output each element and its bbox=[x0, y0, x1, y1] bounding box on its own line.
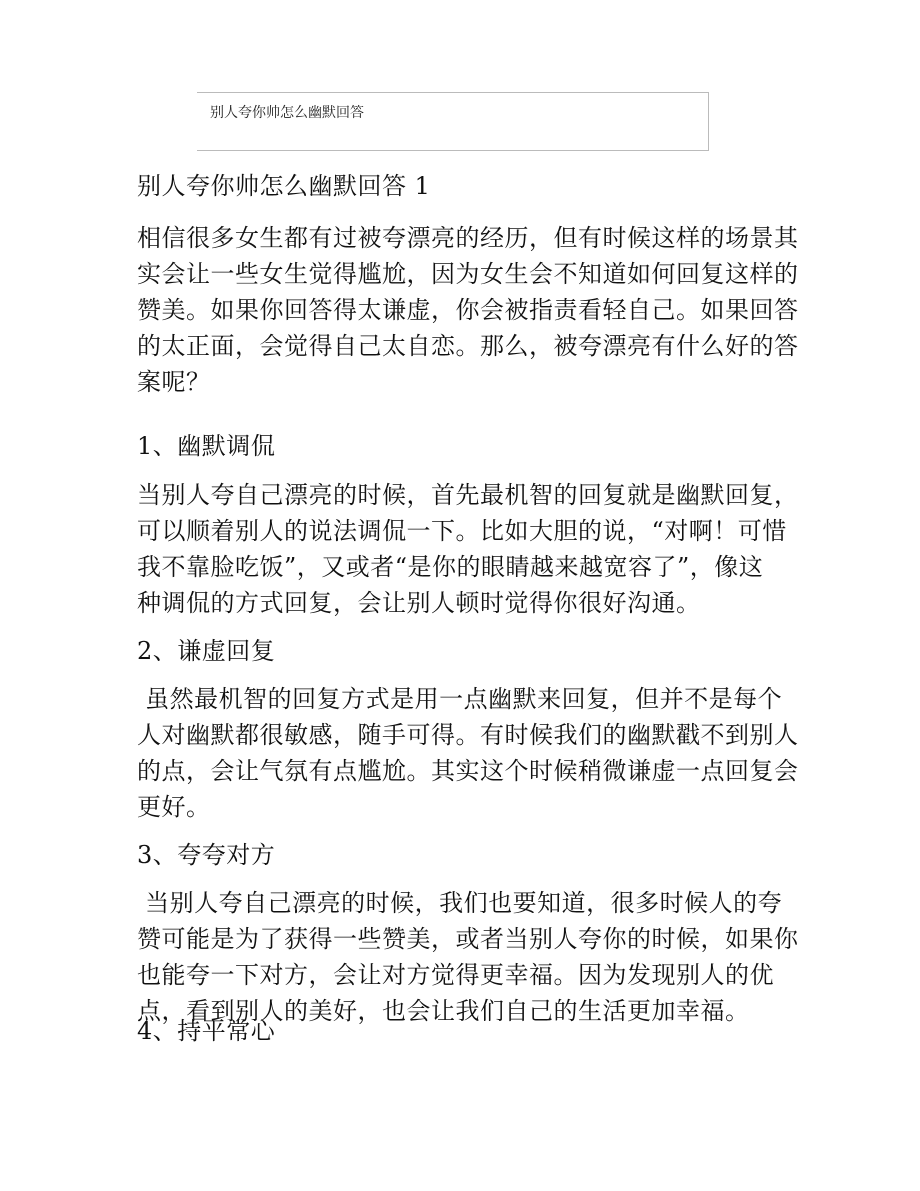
text-line: 赞可能是为了获得一些赞美，或者当别人夸你的时候，如果你 bbox=[137, 925, 799, 953]
document-title: 别人夸你帅怎么幽默回答 1 bbox=[137, 172, 431, 200]
header-title: 别人夸你帅怎么幽默回答 bbox=[210, 105, 364, 121]
section-heading-4: 4、持平常心 bbox=[137, 1017, 276, 1045]
text-line: 更好。 bbox=[137, 793, 211, 821]
text-line: 实会让一些女生觉得尴尬，因为女生会不知道如何回复这样的 bbox=[137, 260, 799, 288]
text-line: 人对幽默都很敏感，随手可得。有时候我们的幽默戳不到别人 bbox=[137, 721, 799, 749]
text-line: 案呢？ bbox=[137, 368, 211, 396]
text-line: 当别人夸自己漂亮的时候，我们也要知道，很多时候人的夸 bbox=[137, 889, 783, 917]
text-line: 当别人夸自己漂亮的时候，首先最机智的回复就是幽默回复， bbox=[137, 481, 799, 509]
text-line: 我不靠脸吃饭”，又或者“是你的眼睛越来越宽容了”，像这 bbox=[137, 553, 764, 581]
text-line: 相信很多女生都有过被夸漂亮的经历，但有时候这样的场景其 bbox=[137, 224, 799, 252]
text-line: 可以顺着别人的说法调侃一下。比如大胆的说，“对啊！可惜 bbox=[137, 517, 787, 545]
text-line: 也能夸一下对方，会让对方觉得更幸福。因为发现别人的优 bbox=[137, 961, 774, 989]
header-box bbox=[197, 92, 709, 151]
section-heading-3: 3、夸夸对方 bbox=[137, 841, 276, 869]
text-line: 的太正面，会觉得自己太自恋。那么，被夸漂亮有什么好的答 bbox=[137, 332, 799, 360]
text-line: 种调侃的方式回复，会让别人顿时觉得你很好沟通。 bbox=[137, 589, 701, 617]
section-heading-2: 2、谦虚回复 bbox=[137, 637, 276, 665]
section-heading-1: 1、幽默调侃 bbox=[137, 432, 276, 460]
text-line: 的点，会让气氛有点尴尬。其实这个时候稍微谦虚一点回复会 bbox=[137, 757, 799, 785]
text-line: 虽然最机智的回复方式是用一点幽默来回复，但并不是每个 bbox=[137, 685, 783, 713]
text-line: 点，看到别人的美好，也会让我们自己的生活更加幸福。 bbox=[137, 997, 750, 1025]
text-line: 赞美。如果你回答得太谦虚，你会被指责看轻自己。如果回答 bbox=[137, 296, 799, 324]
